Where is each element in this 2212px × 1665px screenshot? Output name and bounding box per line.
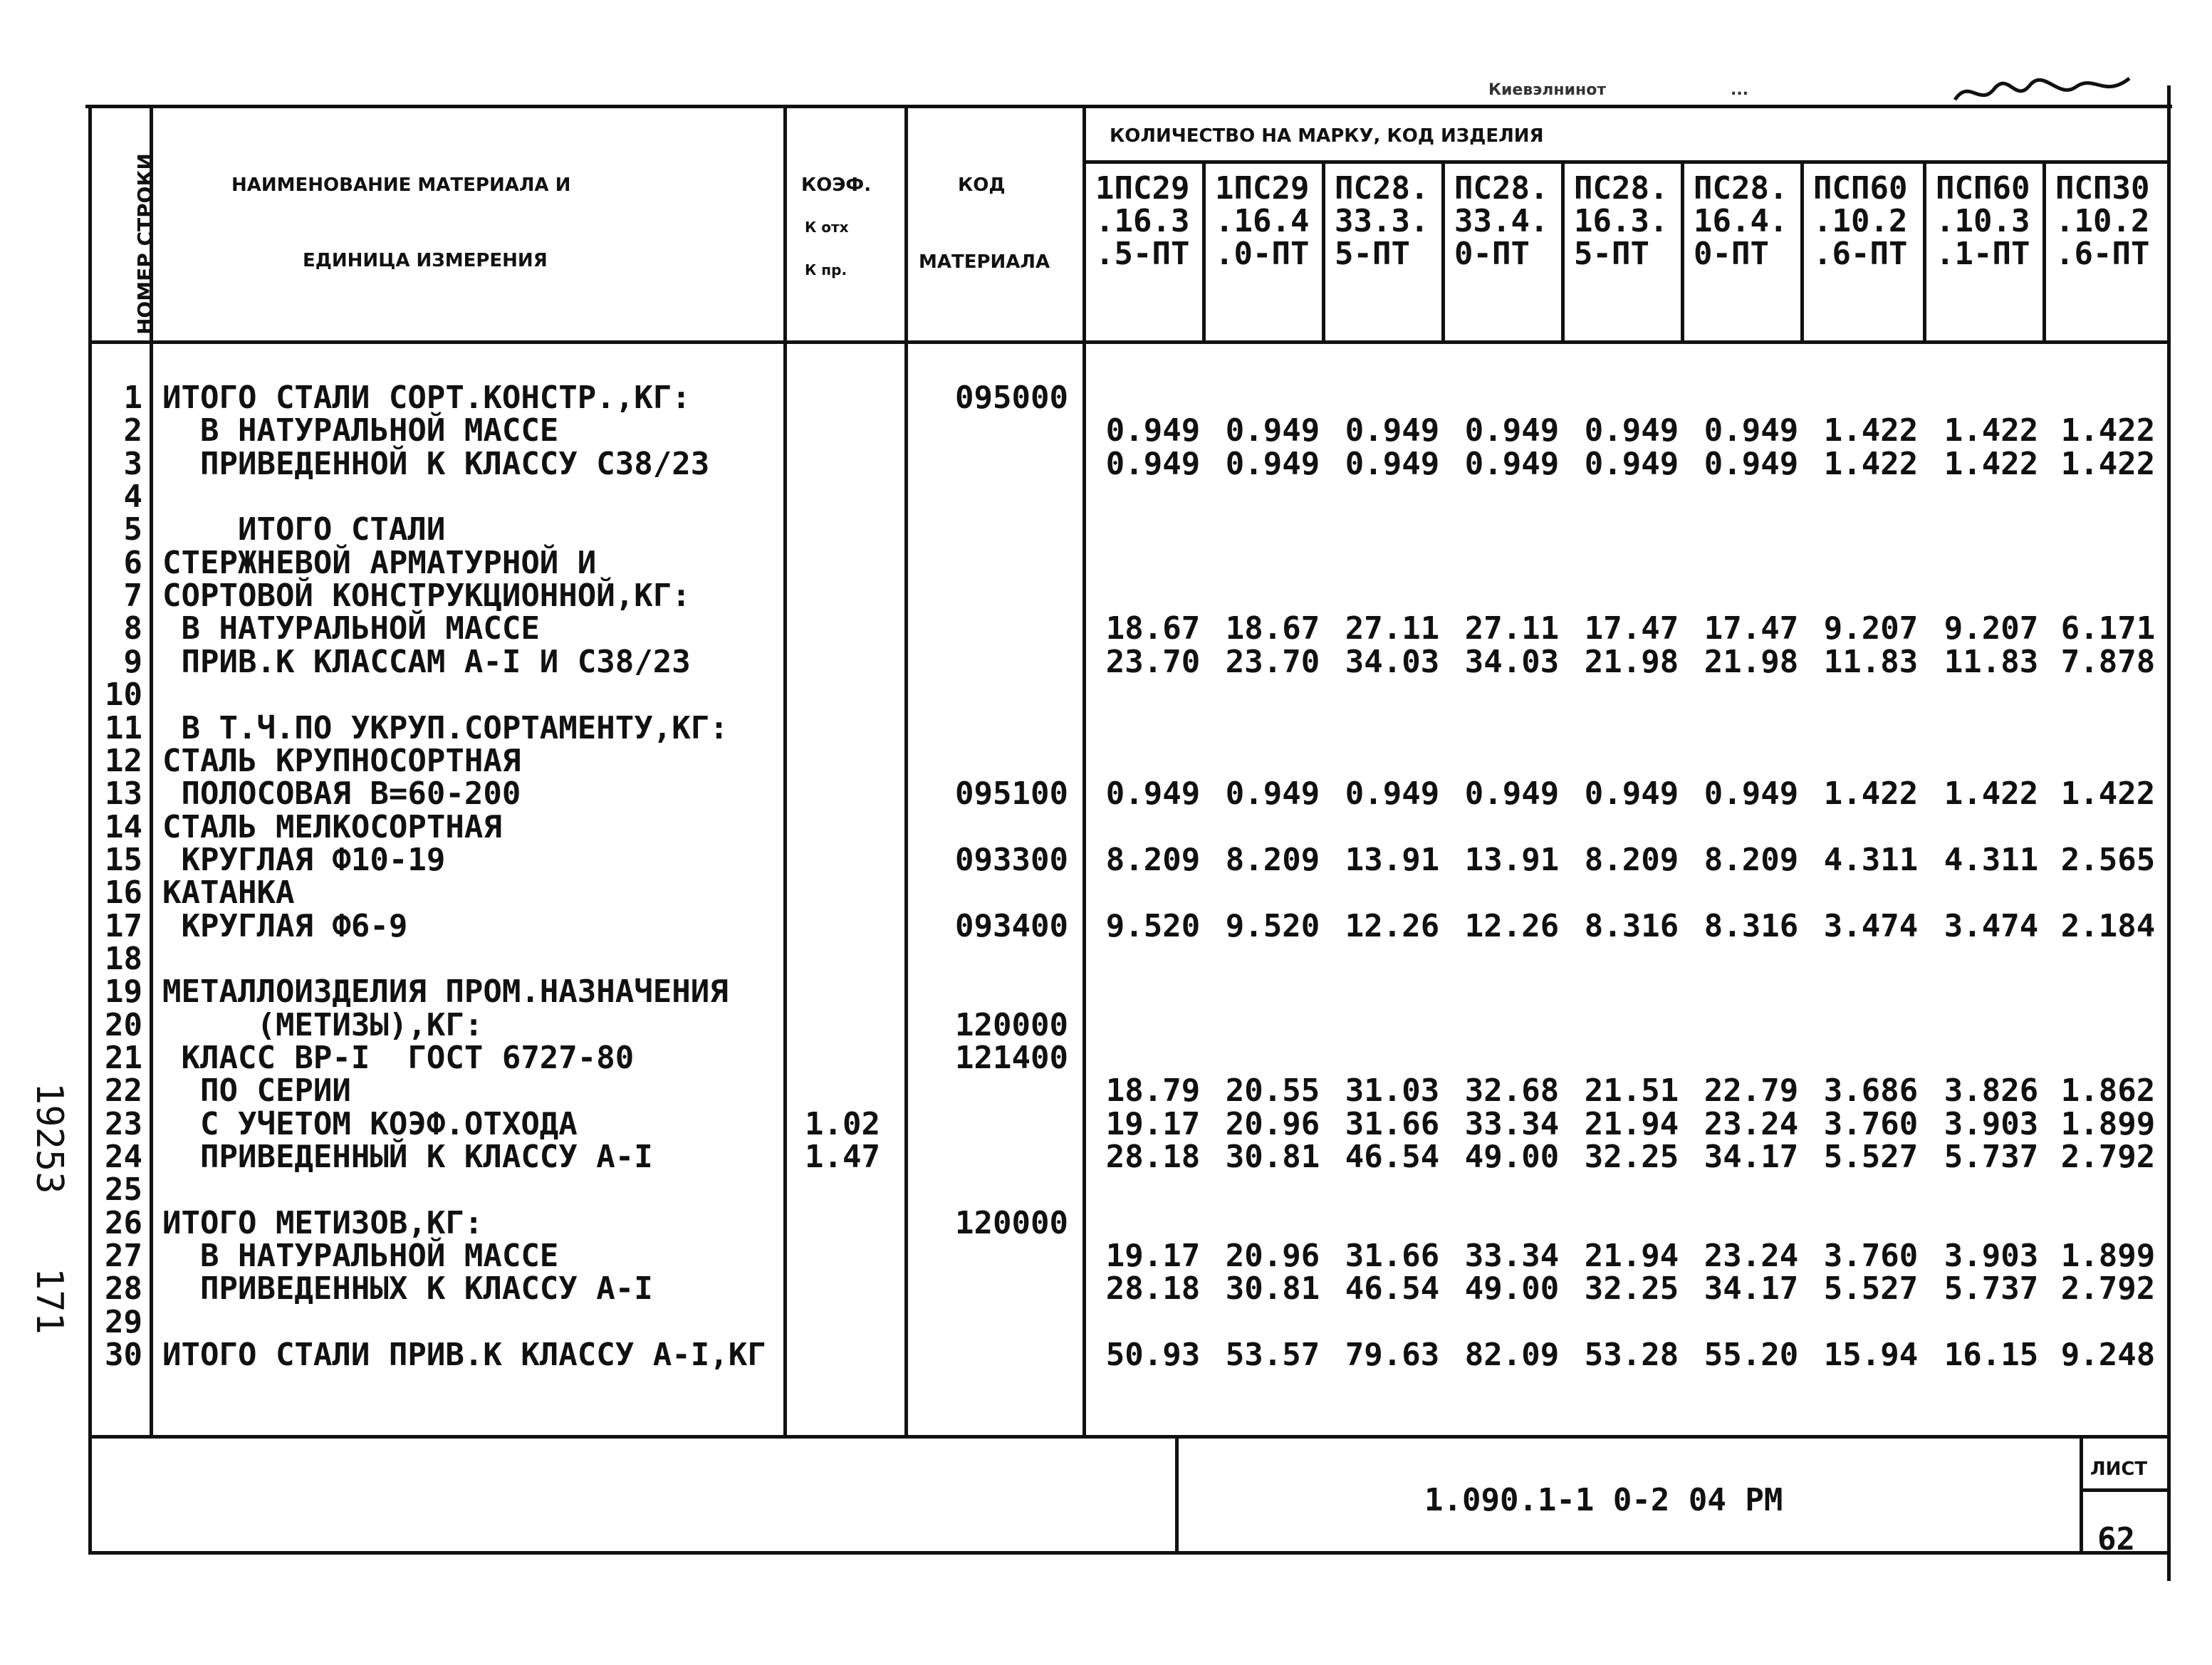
quantity-cell: 8.209 xyxy=(1704,842,1799,878)
mark-header-line: .1-ПТ xyxy=(1936,236,2030,272)
coef-header-2: К отх xyxy=(805,219,849,236)
quantity-cell: 23.70 xyxy=(1105,644,1201,680)
quantity-cell: 1.422 xyxy=(1944,446,2039,482)
quantity-cell: 5.737 xyxy=(1944,1270,2039,1307)
quantity-cell: 11.83 xyxy=(1944,644,2039,680)
material-name: СТЕРЖНЕВОЙ АРМАТУРНОЙ И xyxy=(162,545,597,581)
quantity-cell: 16.15 xyxy=(1944,1337,2039,1373)
quantity-cell: 11.83 xyxy=(1823,644,1919,680)
mark-header-1 xyxy=(1095,172,1189,271)
mark-header-6 xyxy=(1694,172,1788,271)
mark-div-5 xyxy=(1681,160,1684,342)
quantity-cell: 31.66 xyxy=(1345,1238,1440,1274)
quantity-cell: 49.00 xyxy=(1464,1270,1560,1307)
quantity-cell: 49.00 xyxy=(1464,1139,1560,1175)
coefficient: 1.02 xyxy=(805,1106,880,1142)
quantity-cell: 0.949 xyxy=(1345,412,1440,449)
mark-header-line: ПСП60 xyxy=(1936,170,2030,207)
mark-header-line: ПС28. xyxy=(1335,170,1429,207)
material-code: 095000 xyxy=(955,380,1068,416)
mark-header-line: 0-ПТ xyxy=(1694,236,1769,272)
material-name: СОРТОВОЙ КОНСТРУКЦИОННОЙ,КГ: xyxy=(162,578,691,614)
mark-div-2 xyxy=(1322,160,1325,342)
mark-header-line: ПС28. xyxy=(1574,170,1669,207)
material-name: КРУГЛАЯ Ф10-19 xyxy=(162,842,446,878)
quantity-cell: 8.316 xyxy=(1704,908,1799,944)
row-number: 13 xyxy=(105,776,142,812)
row-number: 16 xyxy=(105,875,142,911)
quantity-cell: 3.474 xyxy=(1823,908,1919,944)
quantity-cell: 46.54 xyxy=(1345,1270,1440,1307)
row-number: 27 xyxy=(105,1238,142,1274)
quantity-cell: 3.903 xyxy=(1944,1106,2039,1142)
mark-header-line: 1ПС29 xyxy=(1215,170,1310,207)
mark-header-line: 16.3. xyxy=(1574,203,1669,239)
quantity-cell: 79.63 xyxy=(1345,1337,1440,1373)
row-number: 5 xyxy=(123,511,142,548)
quantity-cell: 1.422 xyxy=(2060,412,2156,449)
quantity-cell: 34.03 xyxy=(1345,644,1440,680)
quantity-cell: 27.11 xyxy=(1345,610,1440,647)
mark-div-6 xyxy=(1800,160,1804,342)
quantity-cell: 27.11 xyxy=(1464,610,1560,647)
quantity-cell: 12.26 xyxy=(1345,908,1440,944)
mark-div-8 xyxy=(2043,160,2046,342)
row-number: 26 xyxy=(105,1205,142,1241)
row-number: 29 xyxy=(105,1304,142,1340)
row-number: 21 xyxy=(105,1040,142,1076)
quantity-cell: 21.98 xyxy=(1584,644,1679,680)
quantity-cell: 18.67 xyxy=(1105,610,1201,647)
quantity-cell: 1.899 xyxy=(2060,1238,2156,1274)
quantity-cell: 13.91 xyxy=(1345,842,1440,878)
mark-header-line: .10.2 xyxy=(1813,203,1908,239)
material-name: В НАТУРАЛЬНОЙ МАССЕ xyxy=(162,610,540,647)
quantity-cell: 2.792 xyxy=(2060,1270,2156,1307)
quantity-cell: 1.422 xyxy=(1823,446,1919,482)
quantity-cell: 31.66 xyxy=(1345,1106,1440,1142)
quantity-cell: 0.949 xyxy=(1584,412,1679,449)
mark-header-7 xyxy=(1813,172,1907,271)
material-name: КЛАСС ВР-I ГОСТ 6727-80 xyxy=(162,1040,635,1076)
mark-div-4 xyxy=(1561,160,1565,342)
mark-header-line: ПСП60 xyxy=(1813,170,1908,207)
mark-header-line: 33.3. xyxy=(1335,203,1429,239)
quantity-cell: 32.25 xyxy=(1584,1270,1679,1307)
mark-header-line: .6-ПТ xyxy=(1813,236,1908,272)
quantity-cell: 1.422 xyxy=(2060,776,2156,812)
col-div-code xyxy=(1082,105,1086,1436)
quantity-cell: 20.96 xyxy=(1225,1238,1320,1274)
quantity-cell: 8.316 xyxy=(1584,908,1679,944)
material-name: ПРИВЕДЕННЫЙ К КЛАССУ А-I xyxy=(162,1139,653,1175)
quantity-cell: 4.311 xyxy=(1823,842,1919,878)
quantity-cell: 0.949 xyxy=(1105,412,1201,449)
quantity-cell: 3.474 xyxy=(1944,908,2039,944)
quantity-cell: 20.55 xyxy=(1225,1072,1320,1109)
quantity-cell: 30.81 xyxy=(1225,1139,1320,1175)
mark-header-line: 0-ПТ xyxy=(1454,236,1530,272)
quantity-cell: 9.520 xyxy=(1225,908,1320,944)
col-div-name xyxy=(783,105,787,1436)
quantity-cell: 1.422 xyxy=(1823,776,1919,812)
row-number: 22 xyxy=(105,1072,142,1109)
quantity-cell: 21.94 xyxy=(1584,1238,1679,1274)
material-code: 120000 xyxy=(955,1007,1068,1043)
material-name: ПРИВ.К КЛАССАМ А-I И С38/23 xyxy=(162,644,691,680)
mark-header-5 xyxy=(1574,172,1668,271)
quantity-cell: 1.422 xyxy=(1944,776,2039,812)
quantity-cell: 0.949 xyxy=(1105,776,1201,812)
quantity-cell: 0.949 xyxy=(1345,776,1440,812)
sheet-number: 62 xyxy=(2097,1521,2135,1557)
quantity-cell: 3.903 xyxy=(1944,1238,2039,1274)
quantity-cell: 5.527 xyxy=(1823,1270,1919,1307)
quantity-cell: 0.949 xyxy=(1704,776,1799,812)
mark-header-line: .10.3 xyxy=(1936,203,2030,239)
mark-header-line: .0-ПТ xyxy=(1215,236,1310,272)
material-name-header-2: ЕДИНИЦА ИЗМЕРЕНИЯ xyxy=(303,250,548,271)
row-number: 9 xyxy=(123,644,142,680)
quantity-cell: 53.57 xyxy=(1225,1337,1320,1373)
mark-div-3 xyxy=(1441,160,1445,342)
mark-header-line: .6-ПТ xyxy=(2055,236,2150,272)
quantity-cell: 82.09 xyxy=(1464,1337,1560,1373)
mark-div-1 xyxy=(1202,160,1206,342)
row-number: 2 xyxy=(123,412,142,449)
quantity-cell: 0.949 xyxy=(1584,446,1679,482)
quantity-cell: 3.686 xyxy=(1823,1072,1919,1109)
row-number: 17 xyxy=(105,908,142,944)
quantity-cell: 0.949 xyxy=(1464,446,1560,482)
row-number: 18 xyxy=(105,941,142,977)
quantity-cell: 0.949 xyxy=(1105,446,1201,482)
quantity-cell: 0.949 xyxy=(1584,776,1679,812)
material-name: С УЧЕТОМ КОЭФ.ОТХОДА xyxy=(162,1106,578,1142)
mark-header-4 xyxy=(1454,172,1548,271)
material-code: 121400 xyxy=(955,1040,1068,1076)
material-name: ПОЛОСОВАЯ В=60-200 xyxy=(162,776,521,812)
quantity-cell: 8.209 xyxy=(1105,842,1201,878)
quantity-cell: 46.54 xyxy=(1345,1139,1440,1175)
quantity-cell: 32.68 xyxy=(1464,1072,1560,1109)
quantity-cell: 21.98 xyxy=(1704,644,1799,680)
quantity-cell: 3.760 xyxy=(1823,1106,1919,1142)
row-number: 19 xyxy=(105,974,142,1010)
mark-header-9 xyxy=(2055,172,2149,271)
quantity-cell: 5.527 xyxy=(1823,1139,1919,1175)
row-number: 8 xyxy=(123,610,142,647)
quantity-cell: 2.792 xyxy=(2060,1139,2156,1175)
material-name-header-1: НАИМЕНОВАНИЕ МАТЕРИАЛА И xyxy=(231,174,571,196)
sheet-label: ЛИСТ xyxy=(2090,1458,2148,1480)
material-name: В НАТУРАЛЬНОЙ МАССЕ xyxy=(162,412,559,449)
quantity-cell: 18.67 xyxy=(1225,610,1320,647)
quantity-cell: 9.248 xyxy=(2060,1337,2156,1373)
material-code: 095100 xyxy=(955,776,1068,812)
header-bottom xyxy=(88,340,2168,344)
material-name: КАТАНКА xyxy=(162,875,295,911)
mark-div-7 xyxy=(1923,160,1926,342)
quantity-cell: 6.171 xyxy=(2060,610,2156,647)
frame-top xyxy=(85,105,2172,108)
footer-div-1 xyxy=(1175,1435,1179,1552)
mark-header-line: .16.4 xyxy=(1215,203,1310,239)
material-code: 093300 xyxy=(955,842,1068,878)
quantity-cell: 55.20 xyxy=(1704,1337,1799,1373)
mark-header-line: .16.3 xyxy=(1095,203,1190,239)
row-number: 7 xyxy=(123,578,142,614)
material-name: МЕТАЛЛОИЗДЕЛИЯ ПРОМ.НАЗНАЧЕНИЯ xyxy=(162,974,729,1010)
quantity-cell: 21.51 xyxy=(1584,1072,1679,1109)
quantity-cell: 0.949 xyxy=(1225,446,1320,482)
quantity-cell: 50.93 xyxy=(1105,1337,1201,1373)
quantity-cell: 18.79 xyxy=(1105,1072,1201,1109)
material-name: ИТОГО СТАЛИ СОРТ.КОНСТР.,КГ: xyxy=(162,380,691,416)
mark-header-line: .10.2 xyxy=(2055,203,2150,239)
quantity-cell: 8.209 xyxy=(1584,842,1679,878)
quantity-cell: 8.209 xyxy=(1225,842,1320,878)
quantity-cell: 0.949 xyxy=(1704,412,1799,449)
inventory-number: 19253 xyxy=(28,1082,71,1194)
quantity-cell: 19.17 xyxy=(1105,1106,1201,1142)
material-name: (МЕТИЗЫ),КГ: xyxy=(162,1007,484,1043)
quantity-cell: 1.422 xyxy=(2060,446,2156,482)
quantity-cell: 32.25 xyxy=(1584,1139,1679,1175)
doc-code: 1.090.1-1 0-2 04 РМ xyxy=(1424,1482,1783,1518)
material-name: СТАЛЬ КРУПНОСОРТНАЯ xyxy=(162,743,521,779)
quantity-cell: 3.760 xyxy=(1823,1238,1919,1274)
footer-sheet-split xyxy=(2080,1488,2169,1492)
row-number: 25 xyxy=(105,1171,142,1208)
material-code: 120000 xyxy=(955,1205,1068,1241)
quantity-cell: 2.565 xyxy=(2060,842,2156,878)
quantity-cell: 9.207 xyxy=(1823,610,1919,647)
row-number: 4 xyxy=(123,479,142,515)
quantity-cell: 34.17 xyxy=(1704,1139,1799,1175)
mark-header-line: ПСП30 xyxy=(2055,170,2150,207)
material-name: СТАЛЬ МЕЛКОСОРТНАЯ xyxy=(162,809,502,845)
row-number: 3 xyxy=(123,446,142,482)
quantity-cell: 53.28 xyxy=(1584,1337,1679,1373)
row-number: 20 xyxy=(105,1007,142,1043)
quantity-cell: 0.949 xyxy=(1704,446,1799,482)
material-name: КРУГЛАЯ Ф6-9 xyxy=(162,908,408,944)
coef-header-1: КОЭФ. xyxy=(801,174,872,196)
quantity-cell: 20.96 xyxy=(1225,1106,1320,1142)
material-code: 093400 xyxy=(955,908,1068,944)
quantity-cell: 0.949 xyxy=(1464,776,1560,812)
col-div-coef xyxy=(904,105,908,1436)
material-name: ИТОГО СТАЛИ xyxy=(162,511,446,548)
code-header-1: КОД xyxy=(958,174,1006,196)
row-number: 30 xyxy=(105,1337,142,1373)
top-stamp-right: ... xyxy=(1731,81,1749,99)
row-number: 1 xyxy=(123,380,142,416)
code-header-2: МАТЕРИАЛА xyxy=(919,251,1050,273)
quantity-cell: 1.862 xyxy=(2060,1072,2156,1109)
quantity-cell: 21.94 xyxy=(1584,1106,1679,1142)
quantity-title-bottom xyxy=(1082,160,2169,164)
quantity-cell: 7.878 xyxy=(2060,644,2156,680)
quantity-cell: 3.826 xyxy=(1944,1072,2039,1109)
row-number: 23 xyxy=(105,1106,142,1142)
row-number: 11 xyxy=(105,710,142,746)
quantity-cell: 17.47 xyxy=(1704,610,1799,647)
quantity-cell: 34.03 xyxy=(1464,644,1560,680)
quantity-cell: 23.24 xyxy=(1704,1106,1799,1142)
quantity-cell: 23.24 xyxy=(1704,1238,1799,1274)
row-number: 24 xyxy=(105,1139,142,1175)
quantity-cell: 33.34 xyxy=(1464,1238,1560,1274)
mark-header-line: 16.4. xyxy=(1694,203,1788,239)
quantity-cell: 17.47 xyxy=(1584,610,1679,647)
quantity-title: КОЛИЧЕСТВО НА МАРКУ, КОД ИЗДЕЛИЯ xyxy=(1110,125,1544,147)
quantity-cell: 5.737 xyxy=(1944,1139,2039,1175)
mark-header-line: ПС28. xyxy=(1454,170,1549,207)
quantity-cell: 0.949 xyxy=(1345,446,1440,482)
quantity-cell: 30.81 xyxy=(1225,1270,1320,1307)
coefficient: 1.47 xyxy=(805,1139,880,1175)
page-note: 171 xyxy=(28,1268,71,1335)
quantity-cell: 1.899 xyxy=(2060,1106,2156,1142)
frame-bottom xyxy=(88,1551,2169,1555)
quantity-cell: 33.34 xyxy=(1464,1106,1560,1142)
material-name: ПО СЕРИИ xyxy=(162,1072,351,1109)
table-bottom xyxy=(88,1435,2168,1439)
quantity-cell: 28.18 xyxy=(1105,1139,1201,1175)
row-number-header: НОМЕР СТРОКИ xyxy=(133,153,157,335)
material-name: ПРИВЕДЕННЫХ К КЛАССУ А-I xyxy=(162,1270,653,1307)
quantity-cell: 19.17 xyxy=(1105,1238,1201,1274)
row-number: 28 xyxy=(105,1270,142,1307)
quantity-cell: 22.79 xyxy=(1704,1072,1799,1109)
row-number: 6 xyxy=(123,545,142,581)
row-number: 10 xyxy=(105,677,142,713)
top-stamp-left: Киевэлнинот xyxy=(1488,81,1607,99)
mark-header-line: 5-ПТ xyxy=(1335,236,1410,272)
row-number: 12 xyxy=(105,743,142,779)
quantity-cell: 1.422 xyxy=(1823,412,1919,449)
material-name: В Т.Ч.ПО УКРУП.СОРТАМЕНТУ,КГ: xyxy=(162,710,729,746)
mark-header-line: 5-ПТ xyxy=(1574,236,1649,272)
material-name: В НАТУРАЛЬНОЙ МАССЕ xyxy=(162,1238,559,1274)
mark-header-8 xyxy=(1936,172,2030,271)
mark-header-2 xyxy=(1215,172,1309,271)
material-name: ИТОГО СТАЛИ ПРИВ.К КЛАССУ А-I,КГ xyxy=(162,1337,766,1373)
quantity-cell: 12.26 xyxy=(1464,908,1560,944)
mark-header-line: 1ПС29 xyxy=(1095,170,1190,207)
row-number: 15 xyxy=(105,842,142,878)
quantity-cell: 0.949 xyxy=(1225,776,1320,812)
quantity-cell: 0.949 xyxy=(1464,412,1560,449)
footer-div-2 xyxy=(2080,1435,2083,1552)
mark-header-line: 33.4. xyxy=(1454,203,1549,239)
quantity-cell: 1.422 xyxy=(1944,412,2039,449)
quantity-cell: 2.184 xyxy=(2060,908,2156,944)
coef-header-3: К пр. xyxy=(805,261,847,278)
quantity-cell: 31.03 xyxy=(1345,1072,1440,1109)
quantity-cell: 9.520 xyxy=(1105,908,1201,944)
mark-header-line: ПС28. xyxy=(1694,170,1788,207)
row-number: 14 xyxy=(105,809,142,845)
material-name: ИТОГО МЕТИЗОВ,КГ: xyxy=(162,1205,484,1241)
quantity-cell: 4.311 xyxy=(1944,842,2039,878)
quantity-cell: 15.94 xyxy=(1823,1337,1919,1373)
quantity-cell: 9.207 xyxy=(1944,610,2039,647)
quantity-cell: 13.91 xyxy=(1464,842,1560,878)
quantity-cell: 0.949 xyxy=(1225,412,1320,449)
material-name: ПРИВЕДЕННОЙ К КЛАССУ С38/23 xyxy=(162,446,710,482)
quantity-cell: 28.18 xyxy=(1105,1270,1201,1307)
mark-header-line: .5-ПТ xyxy=(1095,236,1190,272)
quantity-cell: 23.70 xyxy=(1225,644,1320,680)
quantity-cell: 34.17 xyxy=(1704,1270,1799,1307)
mark-header-3 xyxy=(1335,172,1429,271)
frame-left xyxy=(88,105,92,1555)
